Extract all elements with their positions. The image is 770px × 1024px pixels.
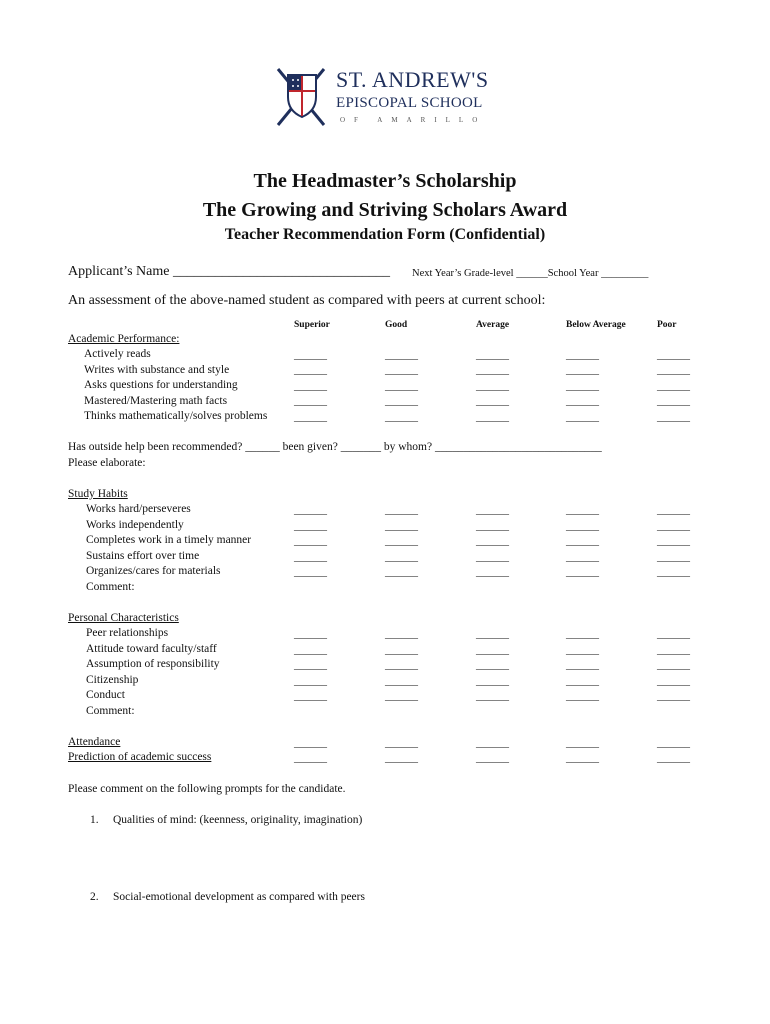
logo-name: ST. ANDREW'S [336,67,489,92]
rating-blank-superior[interactable]: ______ [294,535,327,547]
rating-blank-poor[interactable]: ______ [657,395,690,407]
rating-blank-superior[interactable]: ______ [294,675,327,687]
rating-blank-good[interactable]: ______ [385,659,418,671]
rating-blank-average[interactable]: ______ [476,675,509,687]
rating-blank-below-average[interactable]: ______ [566,380,599,392]
rating-blank-good[interactable]: ______ [385,644,418,656]
rating-blank-below-average[interactable]: ______ [566,752,599,764]
rating-blank-good[interactable]: ______ [385,535,418,547]
rating-blank-below-average[interactable]: ______ [566,349,599,361]
criterion-label: Completes work in a timely manner [86,534,252,546]
column-header-below-average: Below Average [566,320,626,330]
rating-blank-average[interactable]: ______ [476,380,509,392]
rating-blank-good[interactable]: ______ [385,566,418,578]
rating-blank-average[interactable]: ______ [476,659,509,671]
rating-blank-poor[interactable]: ______ [657,659,690,671]
comment-label[interactable]: Comment: [86,705,135,717]
rating-blank-average[interactable]: ______ [476,566,509,578]
assessment-intro: An assessment of the above-named student as compared with peers at current school: [68,293,546,308]
rating-blank-below-average[interactable]: ______ [566,364,599,376]
rating-blank-poor[interactable]: ______ [657,535,690,547]
rating-blank-poor[interactable]: ______ [657,364,690,376]
criterion-label: Mastered/Mastering math facts [84,395,228,407]
title-line-2: The Growing and Striving Scholars Award [202,199,568,221]
rating-blank-good[interactable]: ______ [385,675,418,687]
criterion-label: Assumption of responsibility [86,658,220,670]
criterion-label: Actively reads [84,348,151,360]
rating-blank-average[interactable]: ______ [476,535,509,547]
criterion-label: Works hard/perseveres [86,503,191,515]
criterion-label: Attitude toward faculty/staff [86,643,217,655]
rating-blank-poor[interactable]: ______ [657,520,690,532]
rating-blank-superior[interactable]: ______ [294,659,327,671]
rating-blank-good[interactable]: ______ [385,752,418,764]
rating-blank-superior[interactable]: ______ [294,395,327,407]
rating-blank-average[interactable]: ______ [476,504,509,516]
rating-blank-good[interactable]: ______ [385,690,418,702]
criterion-label: Conduct [86,689,125,701]
rating-blank-average[interactable]: ______ [476,349,509,361]
section-heading-study-habits: Study Habits [68,488,128,500]
column-header-poor: Poor [657,320,677,330]
rating-blank-average[interactable]: ______ [476,690,509,702]
applicant-name-field[interactable]: Applicant’s Name _______________________________ [68,264,390,279]
rating-blank-good[interactable]: ______ [385,628,418,640]
rating-blank-below-average[interactable]: ______ [566,395,599,407]
rating-blank-good[interactable]: ______ [385,411,418,423]
rating-blank-poor[interactable]: ______ [657,349,690,361]
rating-blank-superior[interactable]: ______ [294,349,327,361]
section-heading-academic: Academic Performance: [68,333,180,345]
criterion-label: Writes with substance and style [84,364,230,376]
grade-school-year-field[interactable]: Next Year’s Grade-level ______School Year _________ [412,268,649,279]
rating-blank-good[interactable]: ______ [385,504,418,516]
comment-label[interactable]: Comment: [86,581,135,593]
rating-blank-superior[interactable]: ______ [294,566,327,578]
rating-blank-superior[interactable]: ______ [294,628,327,640]
rating-blank-superior[interactable]: ______ [294,752,327,764]
column-header-average: Average [476,320,510,330]
rating-blank-average[interactable]: ______ [476,364,509,376]
criterion-label: Peer relationships [86,627,169,639]
elaborate-label: Please elaborate: [68,457,146,469]
prompt-text: Social-emotional development as compared with peers [113,891,365,903]
rating-blank-poor[interactable]: ______ [657,690,690,702]
rating-blank-average[interactable]: ______ [476,752,509,764]
outside-help-field[interactable]: Has outside help been recommended? ______ been given? _______ by whom? _____________________________ [68,441,602,453]
rating-blank-below-average[interactable]: ______ [566,628,599,640]
criterion-label: Thinks mathematically/solves problems [84,410,268,422]
column-header-good: Good [385,320,408,330]
rating-blank-average[interactable]: ______ [476,395,509,407]
rating-blank-superior[interactable]: ______ [294,380,327,392]
rating-blank-below-average[interactable]: ______ [566,504,599,516]
form-subtitle: Teacher Recommendation Form (Confidential) [224,226,546,243]
section-heading-personal: Personal Characteristics [68,612,179,624]
rating-blank-below-average[interactable]: ______ [566,737,599,749]
rating-blank-good[interactable]: ______ [385,520,418,532]
rating-blank-superior[interactable]: ______ [294,364,327,376]
rating-blank-poor[interactable]: ______ [657,675,690,687]
rating-blank-good[interactable]: ______ [385,395,418,407]
rating-blank-superior[interactable]: ______ [294,644,327,656]
rating-blank-below-average[interactable]: ______ [566,520,599,532]
rating-blank-good[interactable]: ______ [385,551,418,563]
rating-blank-below-average[interactable]: ______ [566,535,599,547]
criterion-label: Works independently [86,519,184,531]
rating-blank-below-average[interactable]: ______ [566,566,599,578]
rating-blank-superior[interactable]: ______ [294,520,327,532]
prompts-intro: Please comment on the following prompts for the candidate. [68,783,346,795]
rating-blank-below-average[interactable]: ______ [566,690,599,702]
prompt-text: Qualities of mind: (keenness, originality, imagination) [113,814,363,826]
prompt-number: 1. [90,814,99,826]
rating-blank-poor[interactable]: ______ [657,566,690,578]
rating-blank-poor[interactable]: ______ [657,737,690,749]
rating-blank-average[interactable]: ______ [476,520,509,532]
rating-blank-poor[interactable]: ______ [657,628,690,640]
rating-blank-below-average[interactable]: ______ [566,551,599,563]
rating-blank-superior[interactable]: ______ [294,690,327,702]
rating-blank-good[interactable]: ______ [385,349,418,361]
rating-blank-superior[interactable]: ______ [294,551,327,563]
criterion-label: Organizes/cares for materials [86,565,221,577]
rating-blank-below-average[interactable]: ______ [566,659,599,671]
logo-subname: EPISCOPAL SCHOOL [336,95,483,111]
rating-blank-below-average[interactable]: ______ [566,411,599,423]
rating-blank-average[interactable]: ______ [476,737,509,749]
logo-location: OF AMARILLO [340,116,487,124]
rating-blank-good[interactable]: ______ [385,737,418,749]
rating-blank-poor[interactable]: ______ [657,752,690,764]
rating-blank-below-average[interactable]: ______ [566,644,599,656]
rating-blank-good[interactable]: ______ [385,380,418,392]
criterion-label: Asks questions for understanding [84,379,238,391]
rating-blank-poor[interactable]: ______ [657,504,690,516]
rating-blank-poor[interactable]: ______ [657,411,690,423]
rating-blank-superior[interactable]: ______ [294,411,327,423]
rating-blank-average[interactable]: ______ [476,628,509,640]
rating-blank-good[interactable]: ______ [385,364,418,376]
criterion-attendance: Attendance [68,736,121,748]
rating-blank-poor[interactable]: ______ [657,551,690,563]
rating-blank-superior[interactable]: ______ [294,504,327,516]
rating-blank-average[interactable]: ______ [476,411,509,423]
rating-blank-superior[interactable]: ______ [294,737,327,749]
rating-blank-poor[interactable]: ______ [657,380,690,392]
rating-blank-average[interactable]: ______ [476,551,509,563]
criterion-label: Sustains effort over time [86,550,200,562]
school-logo [276,67,506,129]
title-line-1: The Headmaster’s Scholarship [253,170,517,192]
column-header-superior: Superior [294,320,330,330]
criterion-prediction: Prediction of academic success [68,751,212,763]
rating-blank-poor[interactable]: ______ [657,644,690,656]
crest-icon [276,67,328,129]
rating-blank-below-average[interactable]: ______ [566,675,599,687]
prompt-number: 2. [90,891,99,903]
rating-blank-average[interactable]: ______ [476,644,509,656]
criterion-label: Citizenship [86,674,139,686]
